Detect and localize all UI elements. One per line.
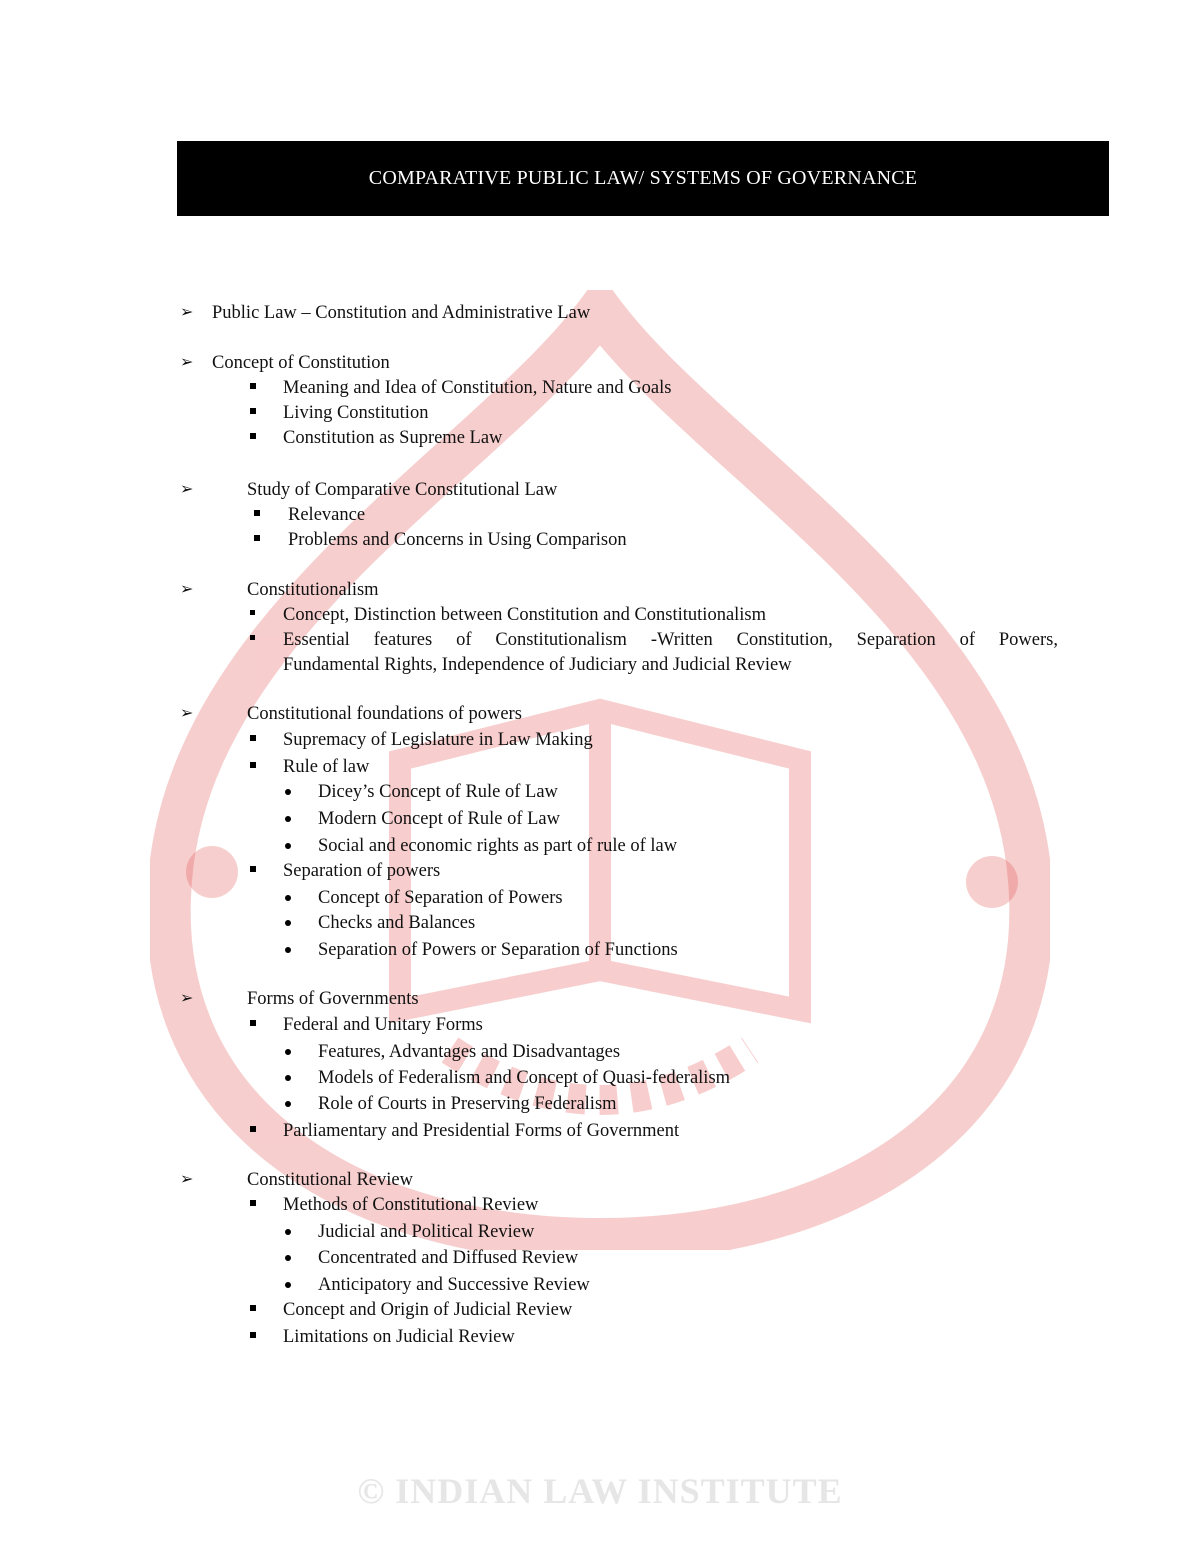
round-bullet-icon (285, 1101, 291, 1107)
arrow-bullet-icon: ➢ (180, 1171, 194, 1188)
sub-list-item: Models of Federalism and Concept of Quasi-federalism (318, 1068, 731, 1088)
section-title: Constitutional Review (247, 1170, 413, 1190)
round-bullet-icon (285, 1282, 291, 1288)
round-bullet-icon (285, 843, 291, 849)
arrow-bullet-icon: ➢ (180, 304, 194, 321)
list-item: Supremacy of Legislature in Law Making (283, 730, 593, 750)
square-bullet-icon (250, 1305, 256, 1311)
round-bullet-icon (285, 920, 291, 926)
arrow-bullet-icon: ➢ (180, 481, 194, 498)
list-item: Meaning and Idea of Constitution, Nature and Goals (283, 378, 672, 398)
round-bullet-icon (285, 947, 291, 953)
list-item: Concept and Origin of Judicial Review (283, 1300, 573, 1320)
sub-list-item: Social and economic rights as part of rule of law (318, 836, 678, 856)
sub-list-item: Separation of Powers or Separation of Functions (318, 940, 678, 960)
section-title: Public Law – Constitution and Administrative Law (212, 303, 591, 323)
square-bullet-icon (250, 1332, 256, 1338)
section-title: Study of Comparative Constitutional Law (247, 480, 558, 500)
sub-list-item: Modern Concept of Rule of Law (318, 809, 560, 829)
list-item: Methods of Constitutional Review (283, 1195, 539, 1215)
list-item: Constitution as Supreme Law (283, 428, 503, 448)
round-bullet-icon (285, 816, 291, 822)
list-item: Rule of law (283, 757, 370, 777)
arrow-bullet-icon: ➢ (180, 354, 194, 371)
square-bullet-icon (250, 408, 256, 414)
page-title: COMPARATIVE PUBLIC LAW/ SYSTEMS OF GOVERNANCE (368, 167, 918, 189)
round-bullet-icon (285, 1255, 291, 1261)
round-bullet-icon (285, 1229, 291, 1235)
square-bullet-icon (250, 610, 255, 615)
sub-list-item: Role of Courts in Preserving Federalism (318, 1094, 617, 1114)
list-item: Relevance (288, 505, 366, 525)
square-bullet-icon (250, 635, 255, 640)
arrow-bullet-icon: ➢ (180, 705, 194, 722)
arrow-bullet-icon: ➢ (180, 990, 194, 1007)
round-bullet-icon (285, 789, 291, 795)
list-item: Concept, Distinction between Constitution and Constitutionalism (283, 605, 767, 625)
round-bullet-icon (285, 895, 291, 901)
sub-list-item: Concentrated and Diffused Review (318, 1248, 579, 1268)
square-bullet-icon (250, 1126, 256, 1132)
round-bullet-icon (285, 1049, 291, 1055)
square-bullet-icon (250, 1200, 256, 1206)
list-item: Limitations on Judicial Review (283, 1327, 515, 1347)
square-bullet-icon (250, 433, 256, 439)
sub-list-item: Judicial and Political Review (318, 1222, 535, 1242)
list-item: Parliamentary and Presidential Forms of Government (283, 1121, 680, 1141)
list-item: Living Constitution (283, 403, 429, 423)
square-bullet-icon (250, 735, 256, 741)
section-title: Constitutional foundations of powers (247, 704, 522, 724)
square-bullet-icon (250, 762, 256, 768)
square-bullet-icon (254, 535, 260, 541)
sub-list-item: Anticipatory and Successive Review (318, 1275, 590, 1295)
section-title: Concept of Constitution (212, 353, 390, 373)
square-bullet-icon (250, 866, 256, 872)
sub-list-item: Concept of Separation of Powers (318, 888, 563, 908)
sub-list-item: Features, Advantages and Disadvantages (318, 1042, 621, 1062)
footer-copyright: © INDIAN LAW INSTITUTE (357, 1471, 843, 1511)
sub-list-item: Dicey’s Concept of Rule of Law (318, 782, 558, 802)
square-bullet-icon (250, 383, 256, 389)
section-title: Constitutionalism (247, 580, 379, 600)
list-item: Problems and Concerns in Using Comparison (288, 530, 627, 550)
list-item: Federal and Unitary Forms (283, 1015, 483, 1035)
section-title: Forms of Governments (247, 989, 419, 1009)
list-item: Separation of powers (283, 861, 441, 881)
list-item-continuation: Fundamental Rights, Independence of Judiciary and Judicial Review (283, 655, 792, 675)
sub-list-item: Checks and Balances (318, 913, 476, 933)
square-bullet-icon (254, 510, 260, 516)
round-bullet-icon (285, 1075, 291, 1081)
square-bullet-icon (250, 1020, 256, 1026)
list-item: Essential features of Constitutionalism -Written Constitution, Separation of Powers, (283, 630, 1058, 650)
arrow-bullet-icon: ➢ (180, 581, 194, 598)
